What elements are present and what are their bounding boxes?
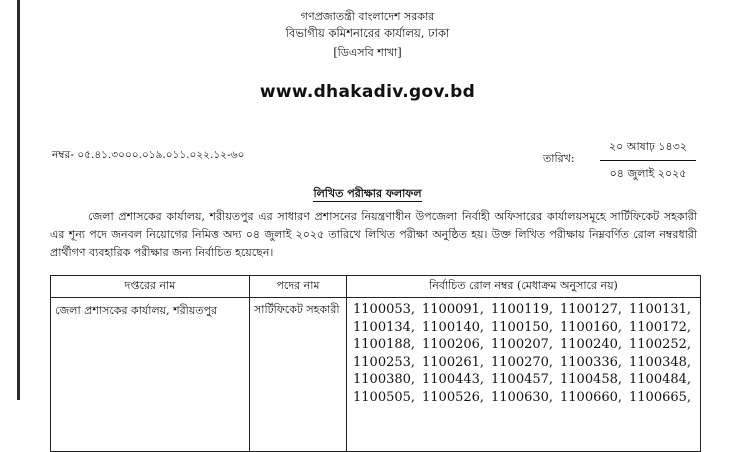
document-title-text: লিখিত পরীক্ষার ফলাফল [313,187,422,200]
roll-number: 1100526, [422,389,485,405]
roll-number: 1100207, [491,337,554,352]
roll-number: 1100348, [629,354,692,370]
roll-number: 1100505, [353,389,416,405]
roll-number: 1100336, [560,354,623,370]
date-label: তারিখ: [543,152,575,165]
roll-number: 1100127, [560,302,623,317]
roll-number: 1100665, [629,389,692,405]
rolls-cell [347,298,701,452]
roll-number: 1100206, [422,337,485,352]
memo-number: নম্বর- ০৫.৪১.৩০০০.০১৯.০১১.০২২.১২-৬০ [52,149,245,161]
roll-number: 1100150, [491,319,554,335]
roll-number-grid [353,301,694,406]
roll-number: 1100134, [353,319,416,335]
office-heading: বিভাগীয় কমিশনারের কার্যালয়, ঢাকা [285,26,450,40]
roll-number: 1100240, [560,337,623,352]
roll-number: 1100172, [629,319,692,335]
roll-number: 1100140, [422,319,485,335]
date-block [600,138,696,184]
roll-number: 1100261, [422,354,485,370]
roll-number: 1100131, [629,302,692,317]
roll-number: 1100458, [560,372,623,387]
header-rolls: নির্বাচিত রোল নম্বর (মেধাক্রম অনুসারে নয়) [347,276,701,298]
results-table [50,275,701,452]
website-link[interactable]: www.dhakadiv.gov.bd [259,82,476,102]
body-paragraph-text: জেলা প্রশাসকের কার্যালয়, শরীয়তপুর এর সাধারণ প্রশাসনের নিয়ন্ত্রণাধীন উপজেলা নির্বাহী অফিসারের কার্যালয়সমূহে সার্টিফিকেট সহকারী এর শূন্য পদে জনবল নিয়োগের নিমিত্ত অদ্য ০৪ জুলাই ২০২৫ তারিখে লিখিত পরীক্ষা অনুষ্ঠিত হয়। উক্ত লিখিত পরীক্ষায় নিম্নবর্ণিত রোল নম্বরধারী প্রার্থীগণ ব্যবহারিক পরীক্ষার জন্য নির্বাচিত হয়েছেন। [50,210,697,259]
roll-number: 1100160, [560,319,623,335]
branch-heading: [ডিএসবি শাখা] [333,46,402,59]
roll-number: 1100119, [491,302,554,317]
roll-number: 1100253, [353,354,416,370]
post-cell: সার্টিফিকেট সহকারী [250,298,347,452]
roll-number: 1100484, [629,372,692,387]
date-bangla: ২০ আষাঢ় ১৪৩২ [600,138,696,161]
header-post: পদের নাম [250,276,347,298]
roll-number: 1100630, [491,389,554,405]
header-office: দপ্তরের নাম [51,276,250,298]
roll-number: 1100380, [353,372,416,387]
roll-number: 1100443, [422,372,485,387]
document-title [0,185,735,204]
table-header-row [51,276,701,298]
office-cell: জেলা প্রশাসকের কার্যালয়, শরীয়তপুর [51,298,250,452]
roll-number: 1100188, [353,337,416,352]
government-heading: গণপ্রজাতন্ত্রী বাংলাদেশ সরকার [300,10,435,23]
roll-number: 1100252, [629,337,692,352]
date-gregorian: ০৪ জুলাই ২০২৫ [609,167,687,180]
roll-number: 1100660, [560,389,623,405]
roll-number: 1100270, [491,354,554,370]
roll-number: 1100457, [491,372,554,387]
roll-number: 1100091, [422,302,485,317]
roll-number: 1100053, [353,302,416,317]
table-row [51,298,701,452]
body-paragraph [50,208,697,262]
